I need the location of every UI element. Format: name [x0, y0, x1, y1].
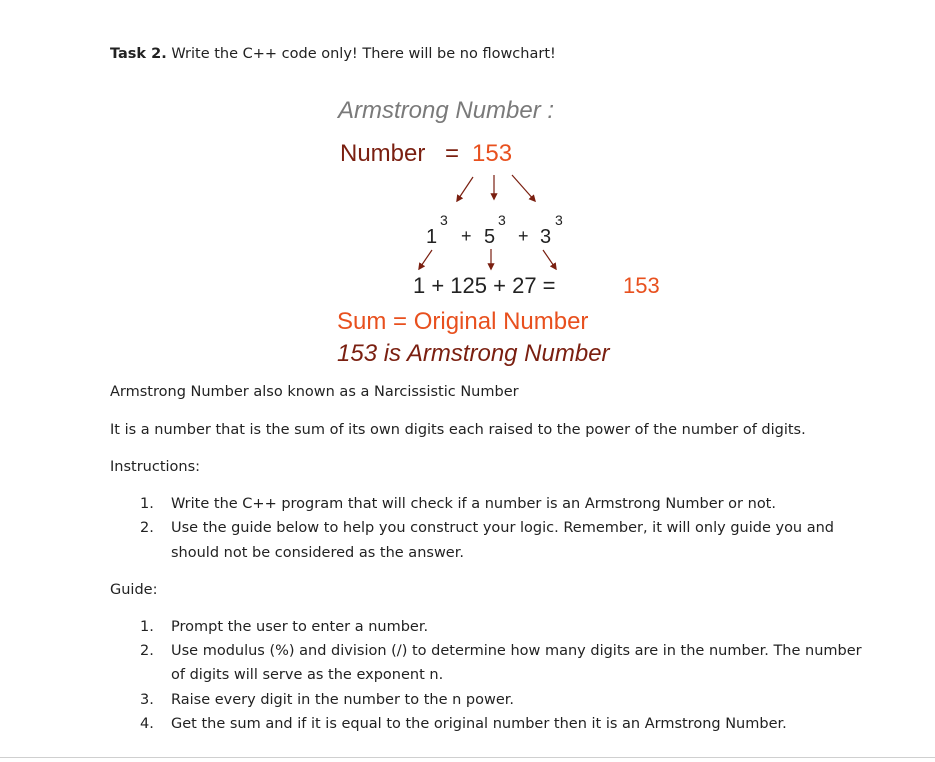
digit-3: 3 [540, 226, 552, 248]
guide-text-1: Prompt the user to enter a number. [171, 619, 429, 635]
figure-title: Armstrong Number : [338, 97, 555, 124]
figure-sum-line: Sum = Original Number [337, 308, 589, 335]
figure-number-label: Number [340, 140, 426, 167]
arrow-to-term-1 [419, 250, 432, 269]
guide-text-3: Raise every digit in the number to the n power. [171, 692, 514, 708]
figure-equals: = [445, 140, 460, 167]
exponent-2: 3 [498, 212, 506, 228]
plus-2: + [518, 226, 529, 246]
digit-1: 1 [426, 226, 438, 248]
plus-1: + [461, 226, 472, 246]
instruction-text-2b: should not be considered as the answer. [171, 545, 464, 561]
arrow-to-term-3 [543, 250, 556, 269]
page-bottom-rule [0, 757, 935, 758]
digit-2: 5 [484, 226, 496, 248]
figure-sum-expression: 1 + 125 + 27 = [413, 273, 556, 298]
task-text: Write the C++ code only! There will be no flowchart! [166, 46, 556, 62]
guide-number-2: 2. [140, 643, 154, 659]
intro-line-1: Armstrong Number also known as a Narcissistic Number [110, 384, 519, 400]
armstrong-figure [325, 85, 677, 370]
instruction-number-2: 2. [140, 520, 154, 536]
guide-text-4: Get the sum and if it is equal to the original number then it is an Armstrong Number. [171, 716, 787, 732]
arrow-to-digit-3 [512, 175, 535, 201]
guide-heading: Guide: [110, 582, 158, 598]
figure-sum-result: 153 [623, 273, 660, 298]
task-label: Task 2. [110, 46, 167, 62]
guide-text-2b: of digits will serve as the exponent n. [171, 667, 444, 683]
instructions-heading: Instructions: [110, 459, 201, 475]
figure-number-value: 153 [472, 140, 513, 167]
exponent-1: 3 [440, 212, 448, 228]
guide-number-4: 4. [140, 716, 154, 732]
exponent-3: 3 [555, 212, 563, 228]
arrow-to-digit-1 [457, 177, 473, 201]
guide-number-1: 1. [140, 619, 154, 635]
guide-text-2a: Use modulus (%) and division (/) to determine how many digits are in the number. The number [171, 643, 862, 659]
guide-number-3: 3. [140, 692, 154, 708]
instruction-text-2a: Use the guide below to help you construct your logic. Remember, it will only guide you and [171, 520, 835, 536]
task-heading [110, 46, 556, 62]
instruction-text-1: Write the C++ program that will check if a number is an Armstrong Number or not. [171, 496, 776, 512]
instruction-number-1: 1. [140, 496, 154, 512]
intro-line-2: It is a number that is the sum of its own digits each raised to the power of the number of digits. [110, 422, 806, 438]
figure-conclusion: 153 is Armstrong Number [337, 340, 610, 367]
